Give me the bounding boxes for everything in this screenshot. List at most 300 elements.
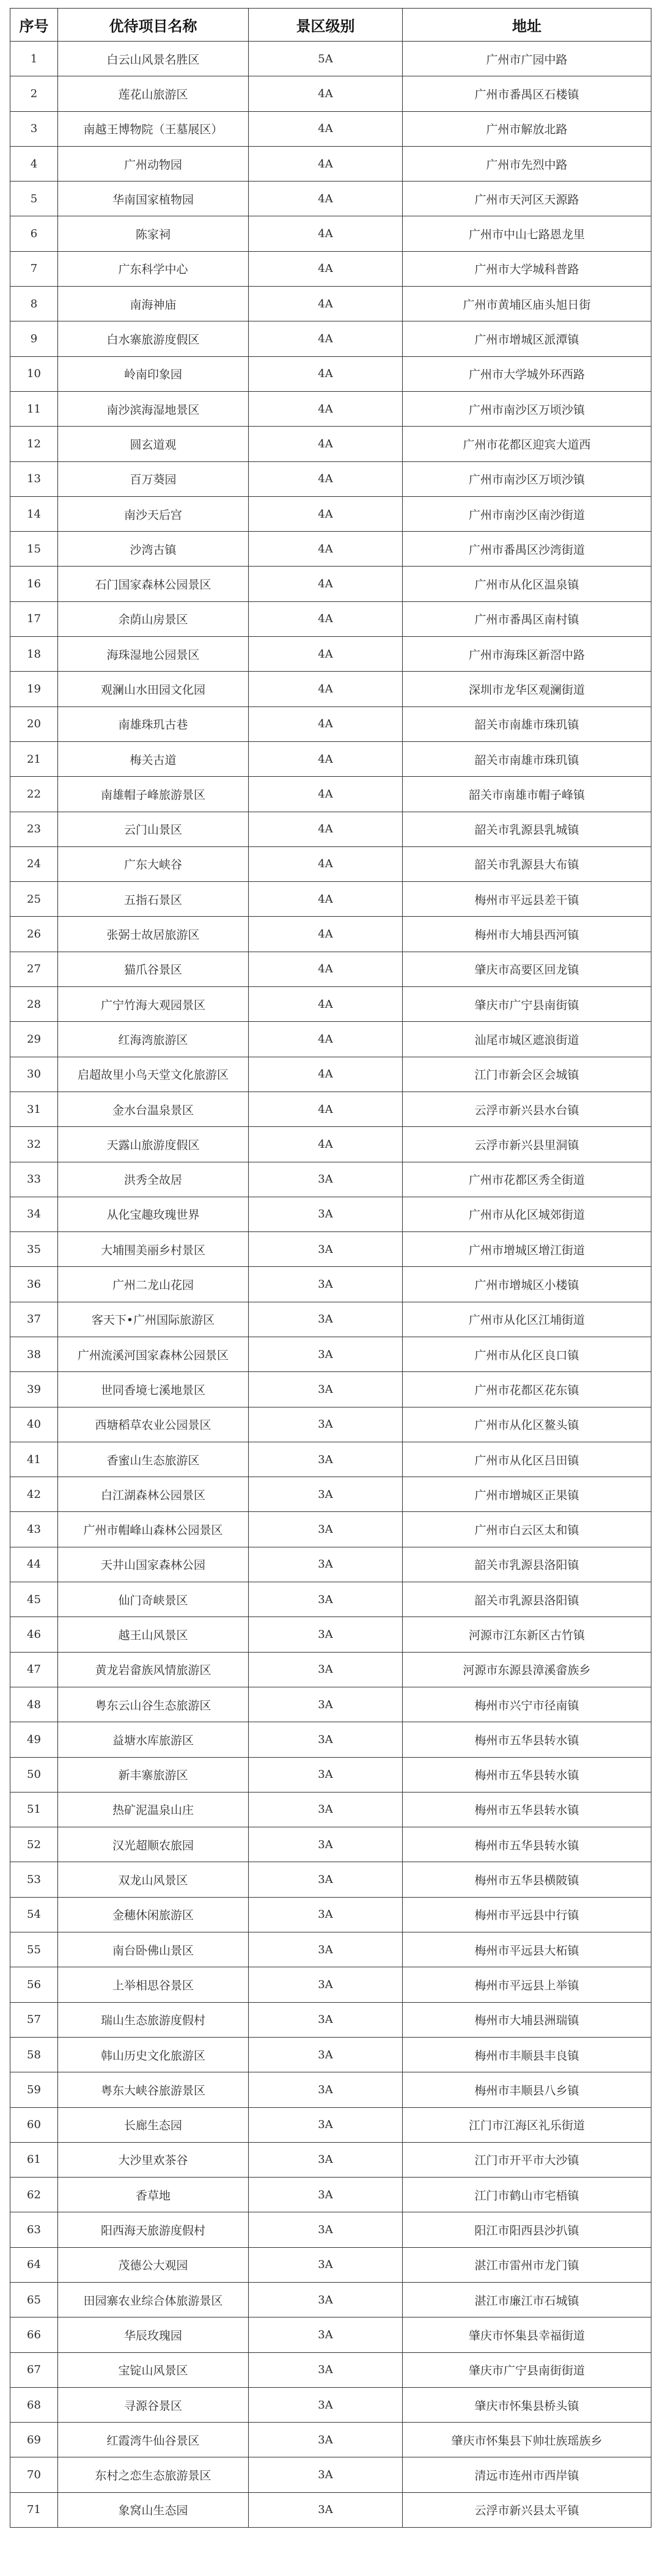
cell-name: 广宁竹海大观园景区	[58, 987, 249, 1022]
cell-address: 广州市从化区良口镇	[403, 1337, 651, 1371]
cell-address: 梅州市丰顺县丰良镇	[403, 2037, 651, 2072]
cell-level: 3A	[249, 2283, 403, 2317]
cell-address: 梅州市大埔县西河镇	[403, 917, 651, 952]
cell-level: 3A	[249, 1477, 403, 1512]
cell-level: 4A	[249, 777, 403, 812]
table-row	[10, 1687, 651, 1722]
cell-no: 10	[10, 356, 58, 391]
table-row	[10, 1512, 651, 1547]
cell-name: 南雄珠玑古巷	[58, 706, 249, 741]
table-row	[10, 321, 651, 356]
table-row	[10, 1792, 651, 1827]
table-row	[10, 251, 651, 286]
cell-address: 广州市先烈中路	[403, 146, 651, 181]
cell-no: 18	[10, 637, 58, 672]
cell-name: 张弼士故居旅游区	[58, 917, 249, 952]
cell-no: 52	[10, 1827, 58, 1862]
cell-no: 22	[10, 777, 58, 812]
table-row	[10, 706, 651, 741]
cell-name: 洪秀全故居	[58, 1162, 249, 1197]
cell-name: 梅关古道	[58, 741, 249, 776]
cell-level: 4A	[249, 111, 403, 146]
cell-address: 云浮市新兴县太平镇	[403, 2492, 651, 2527]
cell-address: 肇庆市广宁县南街镇	[403, 987, 651, 1022]
cell-level: 4A	[249, 567, 403, 601]
cell-no: 42	[10, 1477, 58, 1512]
cell-level: 3A	[249, 2072, 403, 2107]
cell-level: 3A	[249, 2178, 403, 2212]
cell-address: 韶关市乳源县洛阳镇	[403, 1547, 651, 1582]
table-row	[10, 1862, 651, 1897]
table-row	[10, 2212, 651, 2247]
table-row	[10, 2178, 651, 2212]
table-row	[10, 741, 651, 776]
header-address: 地址	[403, 9, 651, 42]
cell-level: 4A	[249, 146, 403, 181]
cell-level: 4A	[249, 1127, 403, 1162]
cell-address: 江门市开平市大沙镇	[403, 2142, 651, 2177]
table-row	[10, 1372, 651, 1407]
cell-name: 粤东云山谷生态旅游区	[58, 1687, 249, 1722]
cell-level: 4A	[249, 706, 403, 741]
cell-name: 香蜜山生态旅游区	[58, 1442, 249, 1477]
cell-name: 田园寨农业综合体旅游景区	[58, 2283, 249, 2317]
header-row	[10, 9, 651, 42]
cell-level: 3A	[249, 1547, 403, 1582]
cell-name: 天井山国家森林公园	[58, 1547, 249, 1582]
cell-level: 4A	[249, 812, 403, 846]
cell-name: 韩山历史文化旅游区	[58, 2037, 249, 2072]
cell-no: 66	[10, 2317, 58, 2352]
table-row	[10, 2142, 651, 2177]
table-row	[10, 1407, 651, 1442]
cell-name: 寻源谷景区	[58, 2387, 249, 2422]
cell-no: 31	[10, 1092, 58, 1126]
cell-level: 4A	[249, 321, 403, 356]
cell-name: 粤东大峡谷旅游景区	[58, 2072, 249, 2107]
cell-address: 广州市白云区太和镇	[403, 1512, 651, 1547]
table-row	[10, 111, 651, 146]
cell-name: 余荫山房景区	[58, 601, 249, 636]
cell-no: 37	[10, 1302, 58, 1337]
header-level: 景区级别	[249, 9, 403, 42]
cell-level: 3A	[249, 2352, 403, 2387]
cell-no: 71	[10, 2492, 58, 2527]
cell-level: 4A	[249, 1057, 403, 1092]
cell-no: 67	[10, 2352, 58, 2387]
cell-level: 3A	[249, 1512, 403, 1547]
cell-no: 43	[10, 1512, 58, 1547]
cell-address: 广州市花都区秀全街道	[403, 1162, 651, 1197]
cell-no: 62	[10, 2178, 58, 2212]
cell-level: 3A	[249, 2037, 403, 2072]
cell-name: 益塘水库旅游区	[58, 1722, 249, 1757]
table-row	[10, 216, 651, 251]
cell-level: 3A	[249, 1757, 403, 1792]
cell-no: 28	[10, 987, 58, 1022]
cell-no: 44	[10, 1547, 58, 1582]
cell-name: 广州流溪河国家森林公园景区	[58, 1337, 249, 1371]
header-name: 优待项目名称	[58, 9, 249, 42]
cell-address: 广州市大学城科普路	[403, 251, 651, 286]
table-row	[10, 2423, 651, 2457]
cell-no: 45	[10, 1582, 58, 1617]
header-no: 序号	[10, 9, 58, 42]
cell-no: 3	[10, 111, 58, 146]
cell-address: 梅州市五华县转水镇	[403, 1757, 651, 1792]
table-row	[10, 1232, 651, 1267]
cell-address: 梅州市五华县转水镇	[403, 1792, 651, 1827]
cell-name: 香草地	[58, 2178, 249, 2212]
cell-name: 客天下•广州国际旅游区	[58, 1302, 249, 1337]
cell-address: 广州市番禺区南村镇	[403, 601, 651, 636]
cell-level: 4A	[249, 427, 403, 461]
table-row	[10, 601, 651, 636]
cell-no: 5	[10, 182, 58, 216]
cell-address: 汕尾市城区遮浪街道	[403, 1022, 651, 1057]
cell-level: 3A	[249, 1967, 403, 2002]
cell-no: 34	[10, 1197, 58, 1231]
table-row	[10, 2492, 651, 2527]
cell-no: 51	[10, 1792, 58, 1827]
table-row	[10, 2247, 651, 2282]
cell-level: 3A	[249, 1792, 403, 1827]
cell-name: 东村之恋生态旅游景区	[58, 2457, 249, 2492]
cell-no: 30	[10, 1057, 58, 1092]
cell-no: 33	[10, 1162, 58, 1197]
cell-name: 西塘稻草农业公园景区	[58, 1407, 249, 1442]
cell-name: 百万葵园	[58, 461, 249, 496]
table-row	[10, 2072, 651, 2107]
cell-name: 南越王博物院（王墓展区）	[58, 111, 249, 146]
cell-address: 清远市连州市西岸镇	[403, 2457, 651, 2492]
cell-level: 3A	[249, 1442, 403, 1477]
cell-level: 4A	[249, 1022, 403, 1057]
cell-no: 24	[10, 846, 58, 881]
cell-address: 韶关市南雄市珠玑镇	[403, 706, 651, 741]
table-body	[10, 42, 651, 2528]
cell-address: 广州市增城区小楼镇	[403, 1267, 651, 1302]
cell-no: 60	[10, 2107, 58, 2142]
cell-level: 3A	[249, 1232, 403, 1267]
cell-no: 38	[10, 1337, 58, 1371]
cell-level: 4A	[249, 672, 403, 706]
scenic-area-table	[10, 8, 651, 2528]
cell-no: 46	[10, 1617, 58, 1652]
cell-address: 广州市天河区天源路	[403, 182, 651, 216]
cell-level: 3A	[249, 1267, 403, 1302]
cell-name: 瑞山生态旅游度假村	[58, 2002, 249, 2037]
table-row	[10, 1547, 651, 1582]
cell-no: 68	[10, 2387, 58, 2422]
cell-name: 世同香境七溪地景区	[58, 1372, 249, 1407]
cell-no: 56	[10, 1967, 58, 2002]
cell-address: 广州市南沙区万顷沙镇	[403, 391, 651, 426]
cell-no: 29	[10, 1022, 58, 1057]
cell-level: 3A	[249, 2002, 403, 2037]
table-row	[10, 2457, 651, 2492]
cell-no: 64	[10, 2247, 58, 2282]
table-row	[10, 637, 651, 672]
cell-name: 云门山景区	[58, 812, 249, 846]
cell-no: 50	[10, 1757, 58, 1792]
cell-address: 江门市新会区会城镇	[403, 1057, 651, 1092]
cell-name: 双龙山风景区	[58, 1862, 249, 1897]
cell-address: 梅州市平远县中行镇	[403, 1897, 651, 1932]
table-row	[10, 1022, 651, 1057]
cell-level: 3A	[249, 2492, 403, 2527]
cell-no: 6	[10, 216, 58, 251]
table-row	[10, 1827, 651, 1862]
table-row	[10, 1337, 651, 1371]
cell-no: 55	[10, 1932, 58, 1967]
cell-address: 湛江市雷州市龙门镇	[403, 2247, 651, 2282]
table-header	[10, 9, 651, 42]
table-row	[10, 1897, 651, 1932]
cell-address: 韶关市南雄市珠玑镇	[403, 741, 651, 776]
cell-level: 4A	[249, 601, 403, 636]
cell-level: 3A	[249, 1617, 403, 1652]
cell-no: 9	[10, 321, 58, 356]
cell-name: 金穗休闲旅游区	[58, 1897, 249, 1932]
cell-address: 广州市大学城外环西路	[403, 356, 651, 391]
table-row	[10, 2317, 651, 2352]
cell-level: 4A	[249, 496, 403, 531]
cell-level: 4A	[249, 251, 403, 286]
cell-no: 49	[10, 1722, 58, 1757]
cell-name: 宝锭山风景区	[58, 2352, 249, 2387]
cell-address: 肇庆市高要区回龙镇	[403, 952, 651, 986]
cell-no: 14	[10, 496, 58, 531]
cell-address: 梅州市兴宁市径南镇	[403, 1687, 651, 1722]
cell-no: 59	[10, 2072, 58, 2107]
table-row	[10, 1582, 651, 1617]
table-row	[10, 812, 651, 846]
cell-no: 11	[10, 391, 58, 426]
cell-name: 热矿泥温泉山庄	[58, 1792, 249, 1827]
table-row	[10, 846, 651, 881]
cell-address: 云浮市新兴县里洞镇	[403, 1127, 651, 1162]
cell-address: 广州市番禺区沙湾街道	[403, 532, 651, 567]
cell-name: 观澜山水田园文化园	[58, 672, 249, 706]
cell-address: 广州市增城区正果镇	[403, 1477, 651, 1512]
table-row	[10, 1127, 651, 1162]
cell-level: 4A	[249, 952, 403, 986]
cell-address: 梅州市五华县转水镇	[403, 1722, 651, 1757]
cell-address: 湛江市廉江市石城镇	[403, 2283, 651, 2317]
cell-level: 4A	[249, 182, 403, 216]
cell-level: 4A	[249, 987, 403, 1022]
cell-address: 广州市增城区派潭镇	[403, 321, 651, 356]
cell-level: 5A	[249, 42, 403, 76]
cell-level: 4A	[249, 846, 403, 881]
cell-name: 白云山风景名胜区	[58, 42, 249, 76]
cell-name: 南雄帽子峰旅游景区	[58, 777, 249, 812]
cell-level: 3A	[249, 1652, 403, 1687]
cell-address: 梅州市平远县差干镇	[403, 882, 651, 917]
cell-address: 韶关市乳源县乳城镇	[403, 812, 651, 846]
cell-address: 韶关市乳源县大布镇	[403, 846, 651, 881]
cell-level: 3A	[249, 2387, 403, 2422]
cell-level: 3A	[249, 1897, 403, 1932]
table-row	[10, 1967, 651, 2002]
cell-level: 4A	[249, 532, 403, 567]
cell-name: 五指石景区	[58, 882, 249, 917]
cell-no: 13	[10, 461, 58, 496]
cell-level: 3A	[249, 2107, 403, 2142]
table-row	[10, 391, 651, 426]
cell-name: 上举相思谷景区	[58, 1967, 249, 2002]
table-row	[10, 427, 651, 461]
cell-no: 48	[10, 1687, 58, 1722]
table-row	[10, 1722, 651, 1757]
table-row	[10, 2352, 651, 2387]
cell-level: 3A	[249, 1862, 403, 1897]
cell-address: 阳江市阳西县沙扒镇	[403, 2212, 651, 2247]
cell-address: 广州市增城区增江街道	[403, 1232, 651, 1267]
cell-level: 4A	[249, 287, 403, 321]
cell-name: 华南国家植物园	[58, 182, 249, 216]
cell-address: 梅州市五华县横陂镇	[403, 1862, 651, 1897]
cell-no: 39	[10, 1372, 58, 1407]
cell-address: 梅州市大埔县洲瑞镇	[403, 2002, 651, 2037]
cell-name: 大埔围美丽乡村景区	[58, 1232, 249, 1267]
cell-address: 韶关市南雄市帽子峰镇	[403, 777, 651, 812]
cell-name: 越王山风景区	[58, 1617, 249, 1652]
cell-no: 4	[10, 146, 58, 181]
cell-address: 广州市解放北路	[403, 111, 651, 146]
cell-no: 54	[10, 1897, 58, 1932]
cell-no: 65	[10, 2283, 58, 2317]
cell-address: 肇庆市广宁县南街街道	[403, 2352, 651, 2387]
cell-address: 云浮市新兴县水台镇	[403, 1092, 651, 1126]
cell-no: 1	[10, 42, 58, 76]
cell-address: 广州市广园中路	[403, 42, 651, 76]
cell-name: 长廊生态园	[58, 2107, 249, 2142]
cell-level: 3A	[249, 2423, 403, 2457]
cell-no: 27	[10, 952, 58, 986]
cell-address: 河源市东源县漳溪畲族乡	[403, 1652, 651, 1687]
cell-address: 江门市鹤山市宅梧镇	[403, 2178, 651, 2212]
cell-address: 广州市花都区花东镇	[403, 1372, 651, 1407]
table-row	[10, 987, 651, 1022]
cell-no: 47	[10, 1652, 58, 1687]
table-row	[10, 1267, 651, 1302]
cell-name: 石门国家森林公园景区	[58, 567, 249, 601]
table-row	[10, 76, 651, 111]
cell-no: 16	[10, 567, 58, 601]
cell-no: 35	[10, 1232, 58, 1267]
cell-no: 69	[10, 2423, 58, 2457]
cell-address: 广州市南沙区南沙街道	[403, 496, 651, 531]
cell-level: 3A	[249, 1407, 403, 1442]
cell-name: 茂德公大观园	[58, 2247, 249, 2282]
cell-address: 河源市江东新区古竹镇	[403, 1617, 651, 1652]
cell-name: 岭南印象园	[58, 356, 249, 391]
cell-address: 广州市从化区江埔街道	[403, 1302, 651, 1337]
cell-no: 7	[10, 251, 58, 286]
cell-address: 韶关市乳源县洛阳镇	[403, 1582, 651, 1617]
cell-no: 19	[10, 672, 58, 706]
cell-no: 26	[10, 917, 58, 952]
table-row	[10, 461, 651, 496]
cell-name: 南海神庙	[58, 287, 249, 321]
table-row	[10, 1757, 651, 1792]
table-row	[10, 882, 651, 917]
cell-level: 3A	[249, 1582, 403, 1617]
table-row	[10, 182, 651, 216]
cell-name: 猫爪谷景区	[58, 952, 249, 986]
cell-name: 华辰玫瑰园	[58, 2317, 249, 2352]
cell-name: 圆玄道观	[58, 427, 249, 461]
cell-level: 4A	[249, 216, 403, 251]
cell-address: 肇庆市怀集县下帅壮族瑶族乡	[403, 2423, 651, 2457]
cell-no: 40	[10, 1407, 58, 1442]
table-row	[10, 1477, 651, 1512]
cell-no: 70	[10, 2457, 58, 2492]
cell-name: 黄龙岩畲族风情旅游区	[58, 1652, 249, 1687]
cell-name: 大沙里欢茶谷	[58, 2142, 249, 2177]
cell-no: 8	[10, 287, 58, 321]
cell-level: 4A	[249, 461, 403, 496]
cell-no: 25	[10, 882, 58, 917]
cell-address: 梅州市丰顺县八乡镇	[403, 2072, 651, 2107]
cell-level: 4A	[249, 356, 403, 391]
cell-name: 南沙天后宫	[58, 496, 249, 531]
cell-address: 广州市从化区吕田镇	[403, 1442, 651, 1477]
cell-level: 3A	[249, 1932, 403, 1967]
table-row	[10, 42, 651, 76]
cell-level: 4A	[249, 76, 403, 111]
table-row	[10, 917, 651, 952]
table-row	[10, 1442, 651, 1477]
table-row	[10, 1092, 651, 1126]
cell-no: 2	[10, 76, 58, 111]
table-row	[10, 1057, 651, 1092]
cell-no: 17	[10, 601, 58, 636]
cell-level: 3A	[249, 2142, 403, 2177]
cell-name: 莲花山旅游区	[58, 76, 249, 111]
cell-address: 梅州市平远县上举镇	[403, 1967, 651, 2002]
cell-name: 白江湖森林公园景区	[58, 1477, 249, 1512]
table-row	[10, 1197, 651, 1231]
cell-level: 4A	[249, 741, 403, 776]
table-row	[10, 2283, 651, 2317]
cell-level: 3A	[249, 1687, 403, 1722]
table-row	[10, 496, 651, 531]
table-row	[10, 567, 651, 601]
cell-name: 海珠湿地公园景区	[58, 637, 249, 672]
cell-level: 3A	[249, 2457, 403, 2492]
cell-no: 15	[10, 532, 58, 567]
table-row	[10, 672, 651, 706]
table-row	[10, 2387, 651, 2422]
table-row	[10, 777, 651, 812]
cell-name: 广东大峡谷	[58, 846, 249, 881]
cell-name: 广州动物园	[58, 146, 249, 181]
table-row	[10, 1652, 651, 1687]
cell-name: 南沙滨海湿地景区	[58, 391, 249, 426]
table-row	[10, 1302, 651, 1337]
cell-level: 3A	[249, 2212, 403, 2247]
cell-address: 肇庆市怀集县桥头镇	[403, 2387, 651, 2422]
cell-address: 梅州市平远县大柘镇	[403, 1932, 651, 1967]
cell-address: 广州市中山七路恩龙里	[403, 216, 651, 251]
cell-name: 天露山旅游度假区	[58, 1127, 249, 1162]
table-row	[10, 1162, 651, 1197]
cell-name: 从化宝趣玫瑰世界	[58, 1197, 249, 1231]
cell-address: 广州市番禺区石楼镇	[403, 76, 651, 111]
